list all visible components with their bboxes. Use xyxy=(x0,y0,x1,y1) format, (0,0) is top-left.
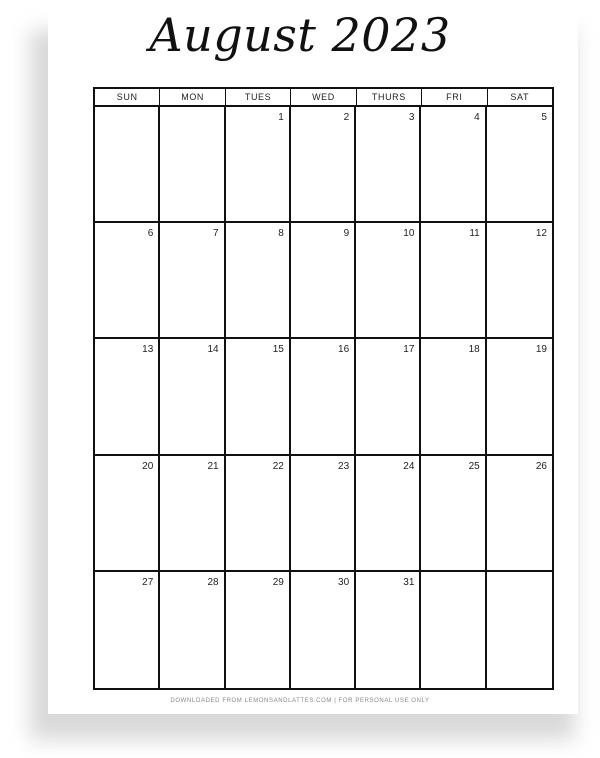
day-number: 14 xyxy=(207,344,219,356)
day-cell xyxy=(226,456,291,572)
day-number: 19 xyxy=(535,344,547,356)
day-number: 27 xyxy=(142,576,154,588)
day-number: 9 xyxy=(343,228,350,240)
day-number: 30 xyxy=(338,576,350,588)
day-number: 5 xyxy=(541,112,547,123)
weekday-header-row xyxy=(95,89,552,107)
day-number: 16 xyxy=(338,344,350,356)
day-number: 4 xyxy=(474,112,480,123)
day-cell xyxy=(226,572,291,688)
day-number: 7 xyxy=(213,228,219,240)
day-number: 17 xyxy=(403,344,415,356)
day-cell xyxy=(487,456,552,572)
day-cells xyxy=(95,107,552,688)
day-cell xyxy=(160,107,225,223)
day-cell xyxy=(421,339,486,455)
day-cell xyxy=(95,339,160,455)
day-number: 29 xyxy=(272,576,284,588)
day-number: 8 xyxy=(278,228,284,240)
day-number: 28 xyxy=(207,576,219,588)
day-cell xyxy=(356,223,421,339)
day-number: 2 xyxy=(343,112,350,123)
day-cell xyxy=(291,107,356,223)
day-cell xyxy=(291,339,356,455)
day-cell xyxy=(291,456,356,572)
weekday-mon: MON xyxy=(160,89,225,105)
day-number: 23 xyxy=(338,460,350,472)
day-cell xyxy=(356,456,421,572)
calendar-title: August 2023 xyxy=(149,8,451,62)
day-cell xyxy=(95,107,160,223)
day-number: 10 xyxy=(403,228,415,240)
day-number: 20 xyxy=(142,460,154,472)
day-cell xyxy=(226,339,291,455)
day-cell xyxy=(356,107,421,223)
day-cell xyxy=(487,107,552,223)
day-number: 25 xyxy=(468,460,480,472)
calendar-grid xyxy=(93,87,554,690)
day-cell xyxy=(487,572,552,688)
day-cell xyxy=(421,223,486,339)
day-cell xyxy=(226,223,291,339)
day-number: 21 xyxy=(207,460,219,472)
day-number: 11 xyxy=(469,228,480,240)
day-cell xyxy=(291,223,356,339)
day-cell xyxy=(356,572,421,688)
day-cell xyxy=(95,572,160,688)
day-number: 3 xyxy=(408,112,415,123)
day-number: 15 xyxy=(272,344,284,356)
weekday-sat: SAT xyxy=(510,92,530,102)
weekday-wed: WED xyxy=(291,89,356,105)
day-number: 22 xyxy=(272,460,284,472)
day-cell xyxy=(487,223,552,339)
day-cell xyxy=(487,339,552,455)
day-cell xyxy=(95,456,160,572)
day-number: 24 xyxy=(403,460,415,472)
weekday-tues: TUES xyxy=(226,89,291,105)
day-cell xyxy=(160,339,225,455)
day-number: 26 xyxy=(535,460,547,472)
footer-note: DOWNLOADED FROM LEMONSANDLATTES.COM | FOR PERSONAL USE ONLY xyxy=(170,698,430,704)
day-number: 31 xyxy=(403,576,415,588)
day-cell xyxy=(291,572,356,688)
day-number: 18 xyxy=(468,344,480,356)
weekday-thurs: THURS xyxy=(357,89,422,105)
day-cell xyxy=(356,339,421,455)
weekday-fri: FRI xyxy=(422,89,487,105)
day-cell xyxy=(95,223,160,339)
day-cell xyxy=(421,456,486,572)
day-number: 1 xyxy=(278,112,284,123)
day-cell xyxy=(226,107,291,223)
day-cell xyxy=(160,572,225,688)
day-cell xyxy=(421,572,486,688)
weekday-sun: SUN xyxy=(95,89,160,105)
day-cell xyxy=(160,223,225,339)
day-cell xyxy=(421,107,486,223)
day-number: 13 xyxy=(142,344,154,356)
day-number: 6 xyxy=(147,228,154,240)
day-cell xyxy=(160,456,225,572)
day-number: 12 xyxy=(535,228,547,240)
